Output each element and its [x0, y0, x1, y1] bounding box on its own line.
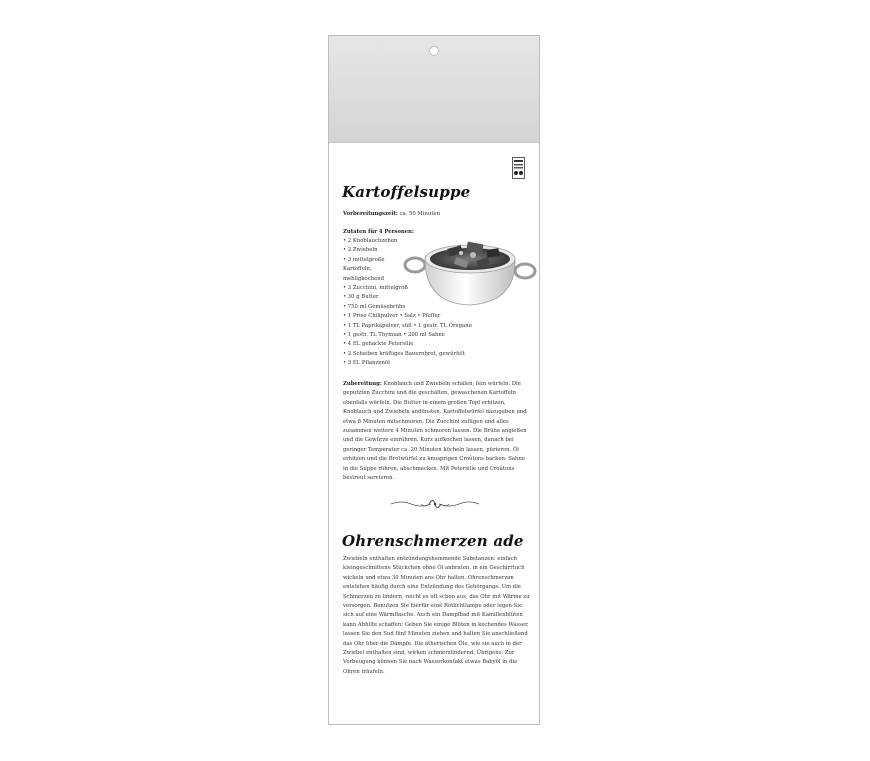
ingredient-item: • 3 Zucchini, mittelgroß [343, 285, 408, 292]
ingredient-item: • 1 Prise Chilipulver • Salz • Pfeffer [343, 313, 441, 320]
calendar-sheet [328, 35, 540, 725]
flourish-ornament [389, 496, 481, 512]
ingredient-item: • 3 EL Pflanzenöl [343, 360, 390, 367]
ingredient-item: • 1 TL Paprikapulver, süß • 1 gestr. TL Oregano [343, 322, 472, 329]
instructions-paragraph: Zubereitung: Knoblauch und Zwiebeln schälen, fein würfeln. Die geputzten Zucchini und die geschälten, gewaschenen Kartoffeln ebenfalls würfeln. Die Butter in einem großen Topf erhitzen, Knoblauch und Zwiebeln andünsten. Kartoffelwürfel dazugeben und etwa 8 Minuten mitschmoren. Die Zucchini zufügen und alles zusammen weitere 4 Minuten schmoren lassen. Die Brühe angießen und die Gewürze einrühren. Kurz aufkochen lassen, danach bei geringer Temperatur ca. 20 Minuten köcheln lassen, pürieren. Öl erhitzen und die Brotwürfel zu knusprigen Croûtons backen. Sahne in die Suppe rühren, abschmecken. Mit Petersilie und Croûtons bestreut servieren. [343, 381, 527, 482]
recipe-title: Kartoffelsuppe [342, 183, 471, 201]
publisher-logo-icon [512, 157, 525, 179]
ingredient-item: • 4 EL gehackte Petersilie [343, 341, 414, 348]
ingredient-item: • 2 Knoblauchzehen [343, 238, 398, 244]
tip-paragraph: Zwiebeln enthalten entzündungshemmende Substanzen: einfach kleingeschnittene Stückchen ohne Öl anbraten, in ein Geschirrtuch wickeln und etwa 30 Minuten ans Ohr halten. Ohrenschmerzen entstehen häufig durch eine Entzündung des Gehörgangs. Um die Schmerzen zu lindern, reicht es oft schon aus, das Ohr mit Wärme zu versorgen. Benutzen Sie hierfür eine Rotlichtlampe oder legen Sie sich auf eine Wärmflasche. Auch ein Dampfbad mit Kamillenblüten kann Abhilfe schaffen: Geben Sie einige Blüten in kochendes Wasser, lassen Sie den Sud fünf Minuten ziehen und halten Sie anschließend das Ohr über die Dämpfe. Die ätherischen Öle, wie sie auch in der Zwiebel enthalten sind, wirken schmerzlindernd. Übrigens: Zur Vorbeugung können Sie nach Wasserkontakt etwas Babyöl in die Ohren träufeln. [343, 556, 530, 675]
ingredient-item: • 2 Scheiben kräftiges Bauernbrot, gewürfelt [343, 350, 465, 357]
ingredients-heading: Zutaten für 4 Personen: [343, 229, 414, 235]
ingredient-item: • 30 g Butter [343, 294, 379, 301]
prep-time: Vorbereitungszeit: ca. 50 Minuten [343, 211, 441, 217]
ingredient-item: • 2 Zwiebeln [343, 247, 378, 254]
hang-hole [429, 46, 439, 56]
tip-title: Ohrenschmerzen ade [342, 532, 524, 550]
ingredient-item: • 1 gestr. TL Thymian • 200 ml Sahne [343, 332, 445, 339]
header-strip [329, 36, 539, 143]
ingredient-item: • 3 mittelgroße Kartoffeln, mehligkochend [343, 256, 385, 282]
ingredient-item: • 750 ml Gemüsebrühe [343, 303, 406, 310]
soup-bowl-image [403, 231, 538, 311]
